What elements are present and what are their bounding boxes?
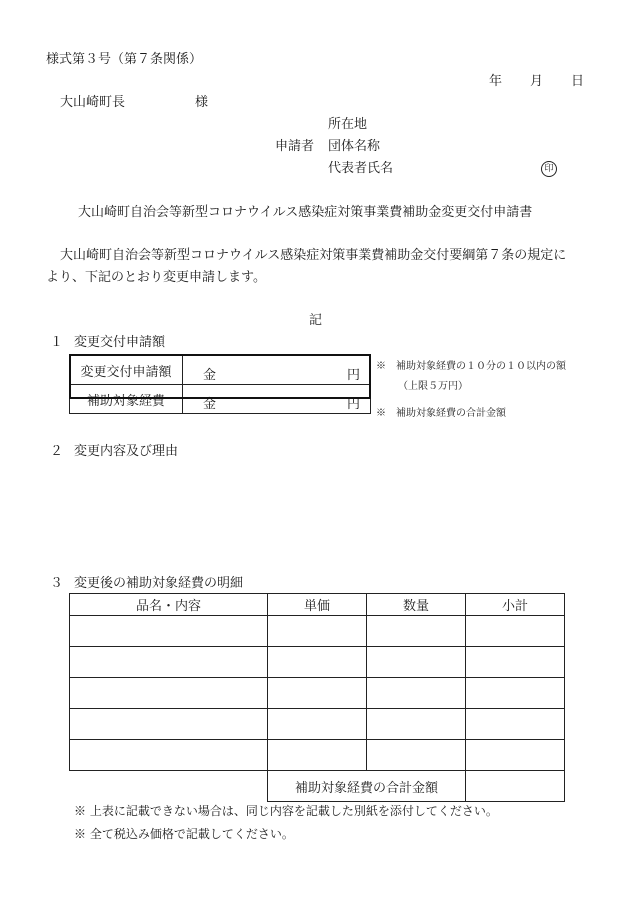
table-row: [70, 647, 565, 678]
table-total-value[interactable]: [466, 771, 565, 802]
table-header-row: [70, 594, 565, 616]
table-row: [70, 709, 565, 740]
table-cell[interactable]: [268, 740, 367, 771]
body-text-line2: より、下記のとおり変更申請します。: [46, 270, 266, 285]
table-cell[interactable]: [367, 647, 466, 678]
table-cell[interactable]: [367, 740, 466, 771]
table-total-label: 補助対象経費の合計金額: [268, 771, 466, 802]
applicant-group-name-label: 団体名称: [328, 139, 381, 154]
addressee-name: 大山崎町長: [60, 95, 126, 110]
table-cell[interactable]: [70, 647, 268, 678]
body-text-line1: 大山崎町自治会等新型コロナウイルス感染症対策事業費補助金交付要綱第７条の規定に: [60, 248, 567, 263]
table-total-row: [70, 771, 565, 802]
table-cell[interactable]: [466, 616, 565, 647]
table-cell[interactable]: [466, 678, 565, 709]
column-header-unit-price: 単価: [268, 594, 367, 616]
table-cell[interactable]: [268, 616, 367, 647]
amount-suffix: 円: [346, 397, 360, 412]
applicant-label: 申請者: [275, 139, 315, 154]
note-attachment: ※ 上表に記載できない場合は、同じ内容を記載した別紙を添付してください。: [74, 804, 498, 818]
date-year-label: 年: [489, 74, 503, 89]
date-month-label: 月: [530, 74, 544, 89]
amount-note-eligible: ※ 補助対象経費の合計金額: [376, 408, 506, 419]
table-cell[interactable]: [466, 647, 565, 678]
note-tax-included: ※ 全て税込み価格で記載してください。: [74, 827, 294, 841]
emphasis-box: [69, 354, 371, 399]
table-cell[interactable]: [70, 678, 268, 709]
table-cell[interactable]: [70, 740, 268, 771]
section1-number: １: [50, 335, 64, 350]
column-header-subtotal: 小計: [466, 594, 565, 616]
expense-detail-table: [69, 593, 565, 802]
amount-suffix: 円: [346, 368, 360, 383]
section3-title: 変更後の補助対象経費の明細: [74, 576, 244, 591]
table-cell[interactable]: [367, 678, 466, 709]
applicant-address-label: 所在地: [328, 117, 368, 132]
amount-note-change: ※ 補助対象経費の１０分の１０以内の額: [376, 361, 566, 372]
column-header-item: 品名・内容: [70, 594, 268, 616]
table-row: [70, 616, 565, 647]
section3-number: ３: [50, 576, 64, 591]
amount-note-change-limit: （上限５万円）: [398, 381, 468, 392]
amount-prefix: 金: [203, 368, 217, 383]
table-row: [70, 740, 565, 771]
table-cell[interactable]: [466, 740, 565, 771]
table-total-spacer: [70, 771, 268, 802]
table-cell[interactable]: [268, 647, 367, 678]
document-title: 大山崎町自治会等新型コロナウイルス感染症対策事業費補助金変更交付申請書: [78, 205, 533, 220]
ki-label: 記: [309, 313, 323, 328]
table-cell[interactable]: [367, 616, 466, 647]
table-cell[interactable]: [466, 709, 565, 740]
date-day-label: 日: [571, 74, 585, 89]
table-cell[interactable]: [367, 709, 466, 740]
table-cell[interactable]: [70, 616, 268, 647]
amount-label-eligible: 補助対象経費: [70, 385, 183, 414]
form-number: 様式第３号（第７条関係）: [46, 52, 203, 67]
table-row: [70, 678, 565, 709]
amount-label-change: 変更交付申請額: [70, 356, 183, 385]
section2-title: 変更内容及び理由: [74, 444, 179, 459]
table-cell[interactable]: [268, 678, 367, 709]
change-reason-area[interactable]: [69, 466, 564, 566]
amount-prefix: 金: [203, 397, 217, 412]
seal-mark: 印: [541, 161, 557, 177]
addressee-honorific: 様: [195, 95, 209, 110]
applicant-representative-label: 代表者氏名: [328, 161, 394, 176]
column-header-quantity: 数量: [367, 594, 466, 616]
section2-number: ２: [50, 444, 64, 459]
section1-title: 変更交付申請額: [74, 335, 166, 350]
table-cell[interactable]: [70, 709, 268, 740]
table-cell[interactable]: [268, 709, 367, 740]
